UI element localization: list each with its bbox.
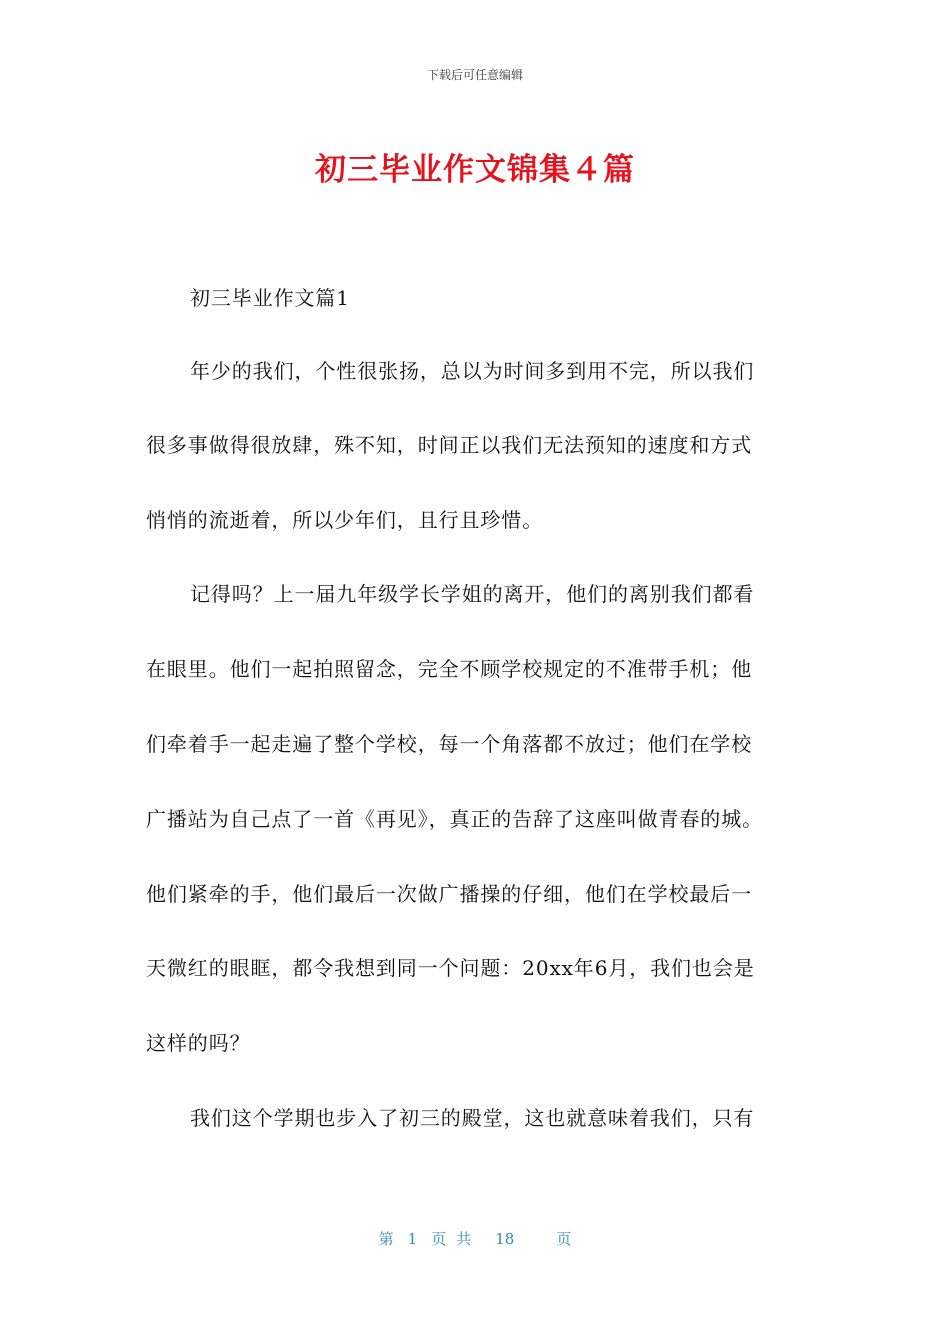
document-title: 初三毕业作文锦集４篇	[315, 152, 635, 188]
page-suffix: 页	[556, 1230, 572, 1248]
page-footer	[0, 1228, 950, 1249]
page-prefix: 第	[378, 1230, 394, 1248]
paragraph-line: 年少的我们，个性很张扬，总以为时间多到用不完，所以我们	[190, 359, 755, 383]
paragraph-line: 我们这个学期也步入了初三的殿堂，这也就意味着我们，只有	[190, 1106, 755, 1130]
header-note: 下载后可任意编辑	[426, 68, 523, 82]
section-heading: 初三毕业作文篇1	[190, 286, 350, 310]
paragraph-line: 悄悄的流逝着，所以少年们，且行且珍惜。	[146, 508, 544, 532]
paragraph-line: 很多事做得很放肆，殊不知，时间正以我们无法预知的速度和方式	[146, 433, 753, 457]
paragraph-line: 在眼里。他们一起拍照留念，完全不顾学校规定的不准带手机；他	[146, 657, 753, 681]
page-mid: 页共	[431, 1230, 482, 1248]
paragraph-line: 们牵着手一起走遍了整个学校，每一个角落都不放过；他们在学校	[146, 732, 753, 756]
paragraph-line: 这样的吗？	[146, 1031, 251, 1055]
current-page-number: 1	[407, 1230, 418, 1248]
paragraph-line: 记得吗？上一届九年级学长学姐的离开，他们的离别我们都看	[190, 582, 755, 606]
paragraph-line: 广播站为自己点了一首《再见》，真正的告辞了这座叫做青春的城。	[146, 807, 763, 831]
paragraph-line: 天微红的眼眶，都令我想到同一个问题：20xx年6月，我们也会是	[146, 956, 755, 980]
total-pages-number: 18	[495, 1230, 515, 1248]
paragraph-line: 他们紧牵的手，他们最后一次做广播操的仔细，他们在学校最后一	[146, 882, 753, 906]
